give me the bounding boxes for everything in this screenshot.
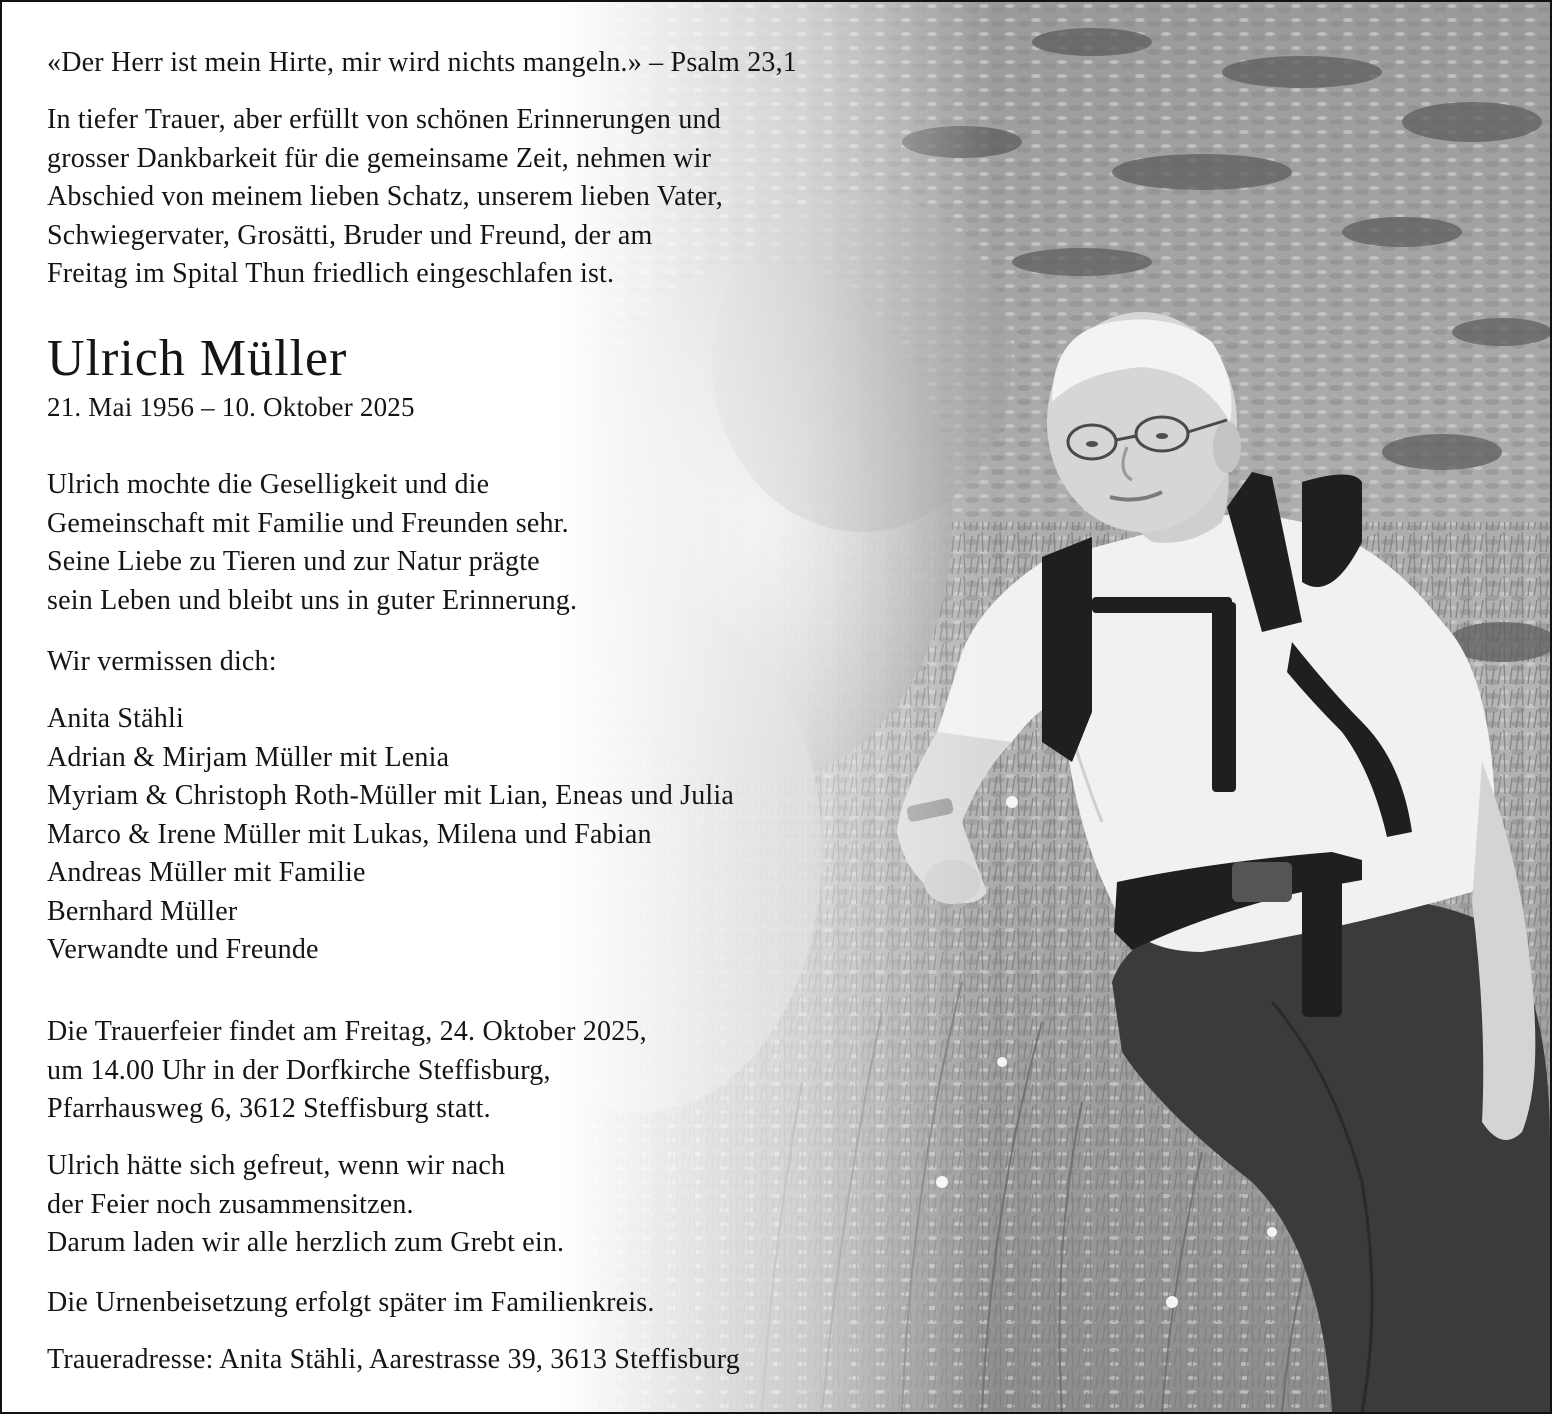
deceased-name: Ulrich Müller [47, 330, 348, 387]
mourners-list [47, 700, 734, 970]
about-paragraph [47, 466, 577, 620]
service-line: Die Trauerfeier findet am Freitag, 24. Oktober 2025, [47, 1016, 647, 1047]
gather-line: Darum laden wir alle herzlich zum Grebt ein. [47, 1227, 565, 1258]
urn-burial-note: Die Urnenbeisetzung erfolgt später im Familienkreis. [47, 1287, 655, 1318]
about-line: Seine Liebe zu Tieren und zur Natur prägte [47, 546, 540, 577]
about-line: Gemeinschaft mit Familie und Freunden sehr. [47, 507, 569, 539]
funeral-service-info [47, 1013, 647, 1129]
intro-paragraph [47, 101, 723, 294]
mourner: Bernhard Müller [47, 895, 238, 927]
gathering-invitation [47, 1147, 564, 1263]
gather-line: Ulrich hätte sich gefreut, wenn wir nach [47, 1150, 506, 1181]
intro-line: grosser Dankbarkeit für die gemeinsame Zeit, nehmen wir [47, 142, 712, 174]
intro-line: Schwiegervater, Grosätti, Bruder und Freund, der am [47, 219, 653, 251]
service-line: Pfarrhausweg 6, 3612 Steffisburg statt. [47, 1093, 491, 1124]
service-line: um 14.00 Uhr in der Dorfkirche Steffisburg, [47, 1054, 551, 1086]
intro-line: Abschied von meinem lieben Schatz, unserem lieben Vater, [47, 181, 723, 212]
mourner: Andreas Müller mit Familie [47, 857, 366, 888]
mourners-heading: Wir vermissen dich: [47, 646, 277, 677]
gather-line: der Feier noch zusammensitzen. [47, 1188, 414, 1220]
about-line: Ulrich mochte die Geselligkeit und die [47, 469, 490, 500]
intro-line: Freitag im Spital Thun friedlich eingeschlafen ist. [47, 258, 615, 289]
mourner: Marco & Irene Müller mit Lukas, Milena und Fabian [47, 818, 652, 850]
psalm-quote: «Der Herr ist mein Hirte, mir wird nichts mangeln.» – Psalm 23,1 [47, 47, 798, 78]
mourner: Anita Stähli [47, 703, 184, 734]
mourner: Myriam & Christoph Roth-Müller mit Lian, Eneas und Julia [47, 780, 735, 811]
mourner: Verwandte und Freunde [47, 934, 319, 965]
about-line: sein Leben und bleibt uns in guter Erinnerung. [47, 584, 578, 616]
life-dates: 21. Mai 1956 – 10. Oktober 2025 [47, 392, 415, 422]
mourning-address: Traueradresse: Anita Stähli, Aarestrasse 39, 3613 Steffisburg [47, 1344, 740, 1375]
intro-line: In tiefer Trauer, aber erfüllt von schönen Erinnerungen und [47, 104, 721, 135]
mourner: Adrian & Mirjam Müller mit Lenia [47, 741, 450, 773]
